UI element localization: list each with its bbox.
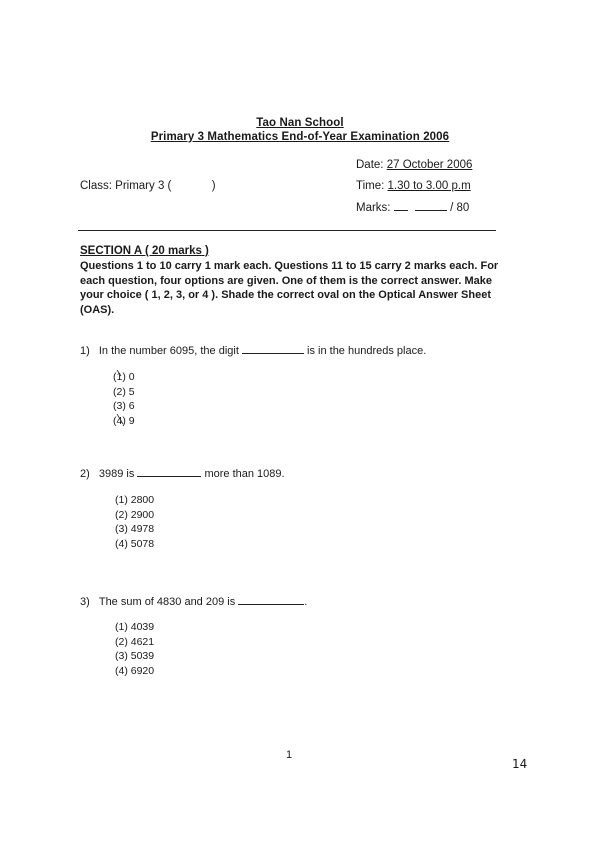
question-text-after: . [304, 596, 308, 608]
option-3: (3) 5039 [115, 650, 155, 662]
answer-blank [242, 344, 304, 354]
question-number: 2) [80, 468, 90, 480]
marks-total: / 80 [450, 202, 470, 214]
option-2: (2) 4621 [115, 635, 155, 648]
question-number: 1) [80, 345, 90, 357]
class-label: Class: Primary 3 ( [80, 180, 172, 192]
option-4: (4) 5078 [115, 537, 155, 550]
pen-mark-icon [112, 366, 132, 426]
date-label: Date: [356, 159, 384, 171]
question-3 [80, 595, 307, 608]
time-value: 1.30 to 3.00 p.m [387, 180, 471, 192]
option-4: (4) 6920 [115, 664, 155, 677]
option-2: (2) 5 [113, 385, 135, 398]
question-text-after: is in the hundreds place. [307, 345, 427, 357]
class-close: ) [211, 180, 216, 192]
option-3: (3) 6 [113, 400, 135, 412]
marks-label: Marks: [356, 202, 391, 214]
date-value: 27 October 2006 [386, 159, 473, 171]
option-1: (1) 4039 [115, 621, 155, 633]
question-1 [80, 344, 426, 357]
answer-blank [137, 467, 201, 477]
question-text-before: In the number 6095, the digit [98, 345, 239, 357]
question-2-options [115, 493, 154, 551]
option-4: (4) 9 [113, 414, 135, 427]
option-3: (3) 4978 [115, 523, 155, 535]
header-divider [78, 230, 496, 231]
option-1: (1) 0 [113, 371, 135, 383]
question-3-options [115, 620, 154, 678]
option-2: (2) 2900 [115, 508, 155, 521]
marks-blank-1 [394, 201, 408, 211]
question-text-after: more than 1089. [204, 468, 285, 480]
class-line [80, 180, 216, 192]
answer-blank [238, 595, 304, 605]
section-a-title: SECTION A ( 20 marks ) [80, 245, 209, 257]
page-number: 1 [285, 749, 293, 761]
question-2 [80, 467, 285, 480]
marks-line [356, 201, 469, 214]
corner-handwritten-mark: 14 [512, 757, 528, 771]
section-a-instructions: Questions 1 to 10 carry 1 mark each. Questions 11 to 15 carry 2 marks each. For each question, four options are given. One of them is the correct answer. Make your choice ( 1, 2, 3, or 4 ). Shade the correct oval on the Optical Answer Sheet (OAS). [80, 260, 499, 316]
question-text-before: The sum of 4830 and 209 is [98, 596, 236, 608]
time-line [356, 180, 471, 192]
question-text-before: 3989 is [98, 468, 135, 480]
exam-title: Primary 3 Mathematics End-of-Year Examination 2006 [150, 131, 450, 143]
option-1: (1) 2800 [115, 494, 155, 506]
date-line [356, 159, 472, 171]
time-label: Time: [356, 180, 385, 192]
marks-blank-2 [415, 201, 447, 211]
school-name: Tao Nan School [256, 117, 344, 129]
question-number: 3) [80, 596, 90, 608]
